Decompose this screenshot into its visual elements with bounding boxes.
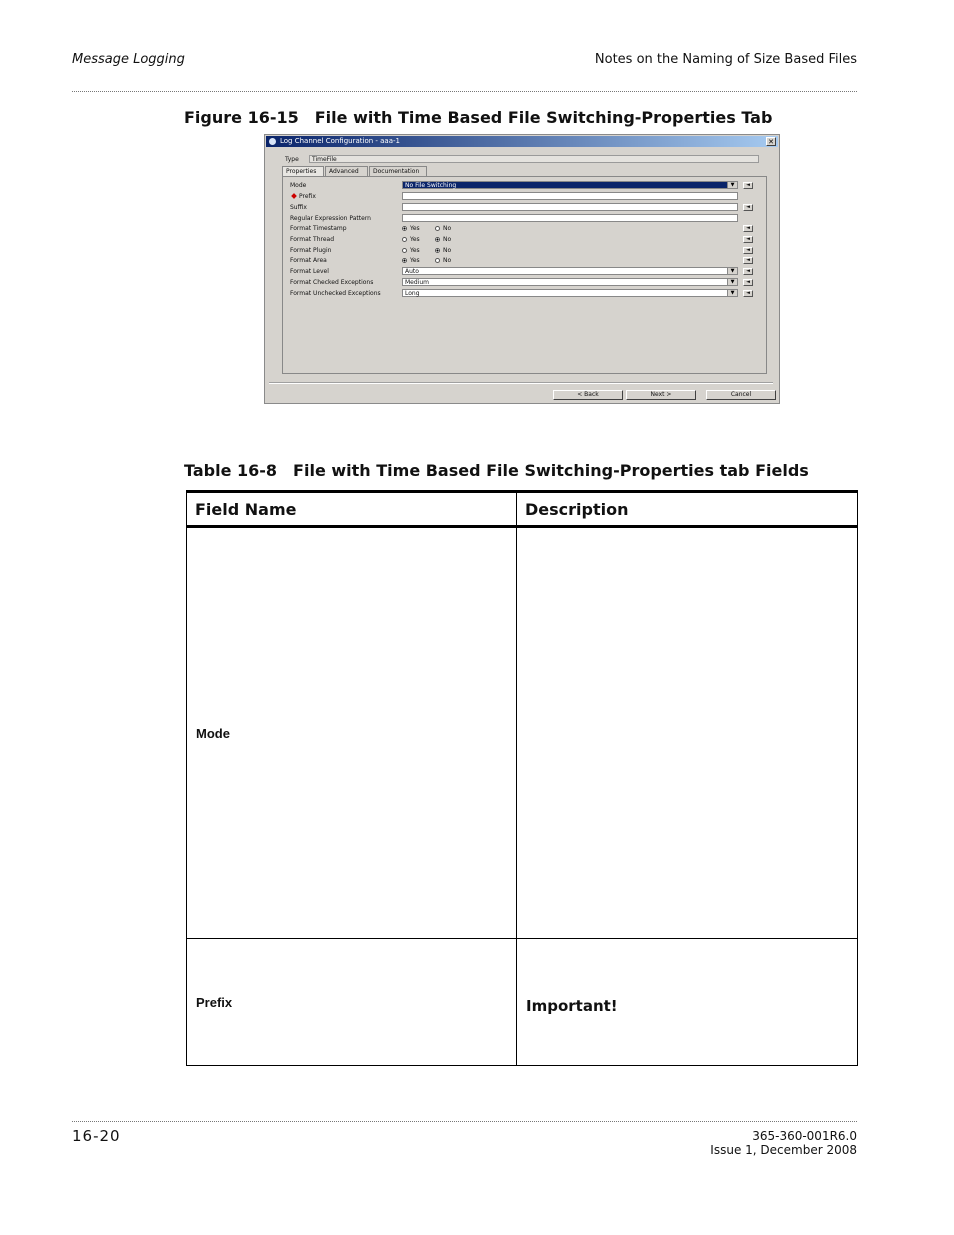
table-title: File with Time Based File Switching-Properties tab Fields: [293, 461, 809, 480]
radio-yes-label: Yes: [410, 247, 420, 254]
radio-checked-icon: [402, 226, 407, 231]
running-header-section: Message Logging: [72, 52, 185, 67]
description-cell: Important!: [517, 939, 858, 1066]
suffix-reset-button[interactable]: ◄: [743, 204, 753, 211]
back-button[interactable]: < Back: [553, 390, 623, 400]
dialog-title: Log Channel Configuration - aaa-1: [280, 137, 400, 145]
level-reset-button[interactable]: ◄: [743, 268, 753, 275]
radio-unchecked-icon: [402, 237, 407, 242]
radio-unchecked-icon: [402, 248, 407, 253]
suffix-label: Suffix: [290, 204, 307, 211]
radio-unchecked-icon: [435, 226, 440, 231]
column-header-description: Description: [517, 492, 858, 527]
tab-documentation[interactable]: Documentation: [369, 166, 427, 176]
figure-title: File with Time Based File Switching-Properties Tab: [314, 108, 773, 127]
column-header-field-name: Field Name: [187, 492, 517, 527]
checked-exceptions-label: Format Checked Exceptions: [290, 279, 374, 286]
thread-reset-button[interactable]: ◄: [743, 236, 753, 243]
table-caption: [184, 461, 809, 480]
regex-input[interactable]: [402, 214, 738, 222]
chevron-down-icon: ▼: [727, 290, 737, 296]
area-yes-radio[interactable]: [402, 256, 420, 265]
cancel-button[interactable]: Cancel: [706, 390, 776, 400]
table-header-row: [187, 492, 858, 527]
running-header-topic: Notes on the Naming of Size Based Files: [594, 52, 857, 67]
footer-rule: [72, 1121, 857, 1122]
unchecked-exceptions-label: Format Unchecked Exceptions: [290, 290, 381, 297]
type-label: Type: [285, 156, 299, 163]
unchecked-exceptions-reset-button[interactable]: ◄: [743, 290, 753, 297]
radio-yes-label: Yes: [410, 236, 420, 243]
suffix-input[interactable]: [402, 203, 738, 211]
area-label: Format Area: [290, 257, 327, 264]
level-value: Auto: [405, 268, 419, 275]
radio-yes-label: Yes: [410, 225, 420, 232]
plugin-no-radio[interactable]: [435, 246, 451, 255]
table-row: [187, 527, 858, 939]
issue-date: Issue 1, December 2008: [710, 1143, 857, 1157]
checked-exceptions-select[interactable]: [402, 278, 738, 286]
dialog-separator: [269, 382, 773, 384]
log-channel-dialog: [264, 134, 780, 404]
radio-no-label: No: [443, 247, 452, 254]
next-button[interactable]: Next >: [626, 390, 696, 400]
area-reset-button[interactable]: ◄: [743, 257, 753, 264]
table-row: [187, 939, 858, 1066]
chevron-down-icon: ▼: [727, 279, 737, 285]
app-icon: [269, 138, 276, 145]
radio-no-label: No: [443, 225, 452, 232]
prefix-input[interactable]: [402, 192, 738, 200]
chevron-down-icon: ▼: [727, 268, 737, 274]
field-name-cell: Mode: [187, 527, 517, 939]
thread-yes-radio[interactable]: [402, 235, 420, 244]
unchecked-exceptions-value: Long: [405, 290, 420, 297]
mode-value: No File Switching: [405, 182, 457, 189]
radio-checked-icon: [435, 248, 440, 253]
mode-label: Mode: [290, 182, 307, 189]
figure-number: Figure 16-15: [184, 108, 299, 127]
timestamp-reset-button[interactable]: ◄: [743, 225, 753, 232]
checked-exceptions-reset-button[interactable]: ◄: [743, 279, 753, 286]
tab-advanced[interactable]: Advanced: [325, 166, 368, 176]
radio-no-label: No: [443, 236, 452, 243]
radio-checked-icon: [402, 258, 407, 263]
level-select[interactable]: [402, 267, 738, 275]
timestamp-no-radio[interactable]: [435, 224, 451, 233]
footer-doc-info: [710, 1129, 857, 1157]
prefix-label-row: [290, 192, 316, 201]
regex-label: Regular Expression Pattern: [290, 215, 371, 222]
radio-unchecked-icon: [435, 258, 440, 263]
dialog-titlebar: [266, 136, 778, 147]
level-label: Format Level: [290, 268, 329, 275]
page-number: 16-20: [72, 1127, 121, 1145]
type-field: TimeFile: [309, 155, 759, 163]
radio-checked-icon: [435, 237, 440, 242]
description-cell: [517, 527, 858, 939]
radio-yes-label: Yes: [410, 257, 420, 264]
figure-caption: [184, 108, 772, 127]
close-button[interactable]: ✕: [766, 137, 776, 146]
plugin-yes-radio[interactable]: [402, 246, 420, 255]
timestamp-label: Format Timestamp: [290, 225, 347, 232]
chevron-down-icon: ▼: [727, 182, 737, 188]
document-number: 365-360-001R6.0: [752, 1129, 857, 1143]
fields-table: [186, 490, 858, 1066]
thread-label: Format Thread: [290, 236, 335, 243]
mode-reset-button[interactable]: ◄: [743, 182, 753, 189]
plugin-label: Format Plugin: [290, 247, 332, 254]
thread-no-radio[interactable]: [435, 235, 451, 244]
field-name-cell: Prefix: [187, 939, 517, 1066]
radio-no-label: No: [443, 257, 452, 264]
timestamp-yes-radio[interactable]: [402, 224, 420, 233]
header-rule: [72, 91, 857, 92]
area-no-radio[interactable]: [435, 256, 451, 265]
checked-exceptions-value: Medium: [405, 279, 429, 286]
prefix-label: Prefix: [299, 193, 316, 200]
plugin-reset-button[interactable]: ◄: [743, 247, 753, 254]
unchecked-exceptions-select[interactable]: [402, 289, 738, 297]
tab-properties[interactable]: Properties: [282, 166, 324, 176]
table-number: Table 16-8: [184, 461, 278, 480]
mode-select[interactable]: [402, 181, 738, 189]
required-icon: [291, 193, 297, 199]
